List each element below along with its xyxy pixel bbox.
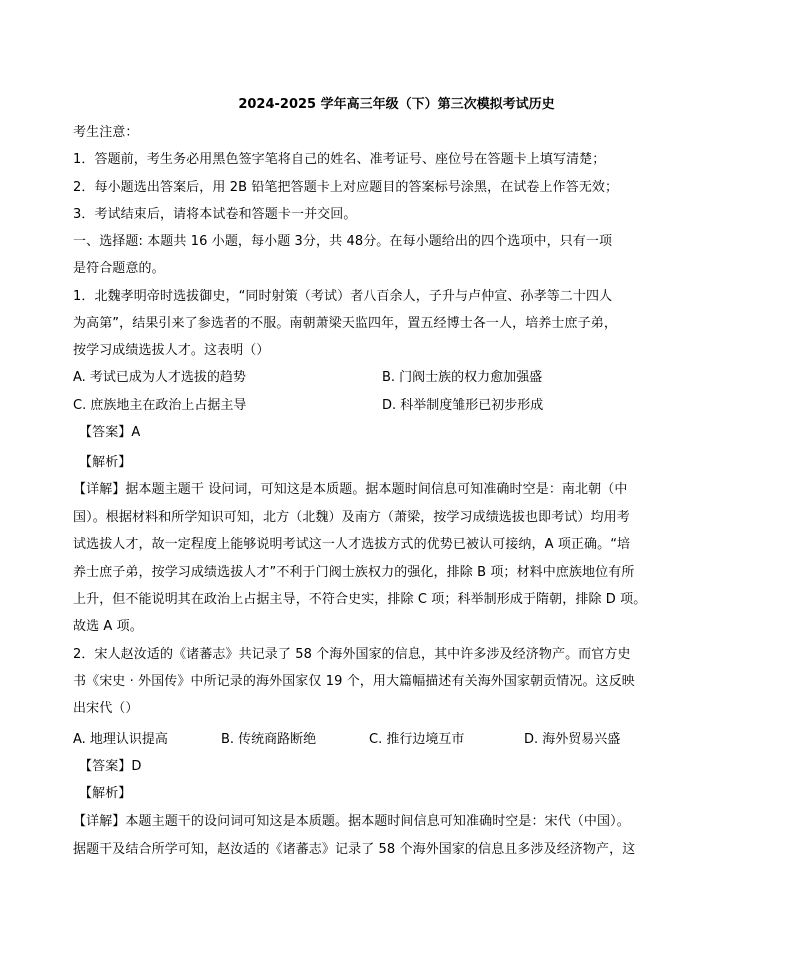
notice-item-1: 1．答题前，考生务必用黑色签字笔将自己的姓名、准考证号、座位号在答题卡上填写清楚； xyxy=(73,152,606,167)
q1-option-c: C. 庶族地主在政治上占据主导 xyxy=(73,398,247,413)
q2-stem-line2: 书《宋史 · 外国传》中所记录的海外国家仅 19 个，用大篇幅描述有关海外国家朝贡情况。这反映 xyxy=(73,674,635,689)
q1-option-b: B. 门阀士族的权力愈加强盛 xyxy=(382,370,543,385)
q2-stem-line1: 2．宋人赵汝适的《诸蕃志》共记录了 58 个海外国家的信息，其中许多涉及经济物产。而官方史 xyxy=(73,647,631,662)
q1-stem-line1: 1．北魏孝明帝时选拔御史，“同时射策（考试）者八百余人，子升与卢仲宣、孙孝等二十四人 xyxy=(73,289,613,304)
q1-answer: 【答案】A xyxy=(79,425,141,440)
q1-detail-line1: 【详解】据本题主题干 设问词，可知这是本质题。据本题时间信息可知准确时空是：南北朝（中 xyxy=(73,482,628,497)
q2-detail-line2: 据题干及结合所学可知，赵汝适的《诸蕃志》记录了 58 个海外国家的信息且多涉及经济物产，这 xyxy=(73,842,636,857)
q1-detail-line4: 养士庶子弟，按学习成绩选拔人才”不利于门阀士族权力的强化，排除 B 项；材料中庶族地位有所 xyxy=(73,565,635,580)
q1-analysis-label: 【解析】 xyxy=(79,455,132,470)
q1-detail-line6: 故选 A 项。 xyxy=(73,619,143,634)
q2-answer: 【答案】D xyxy=(79,759,142,774)
q1-stem-line2: 为高第”，结果引来了参选者的不服。南朝萧梁天监四年，置五经博士各一人，培养士庶子弟， xyxy=(73,316,617,331)
q2-option-d: D. 海外贸易兴盛 xyxy=(524,732,621,747)
q1-option-a: A. 考试已成为人才选拔的趋势 xyxy=(73,370,246,385)
section1-intro-line1: 一、选择题: 本题共 16 小题，每小题 3分，共 48分。在每小题给出的四个选项中，只有一项 xyxy=(73,234,613,249)
q2-option-b: B. 传统商路断绝 xyxy=(221,732,317,747)
q2-option-a: A. 地理认识提高 xyxy=(73,732,168,747)
q1-detail-line3: 试选拔人才，故一定程度上能够说明考试这一人才选拔方式的优势已被认可接纳，A 项正确。“培 xyxy=(73,537,631,552)
q2-detail-line1: 【详解】本题主题干的设问词可知这是本质题。据本题时间信息可知准确时空是：宋代（中国）。 xyxy=(73,814,630,829)
q2-option-c: C. 推行边境互市 xyxy=(369,732,465,747)
notice-heading: 考生注意： xyxy=(73,125,139,140)
q1-detail-line5: 上升，但不能说明其在政治上占据主导，不符合史实，排除 C 项；科举制形成于隋朝，排除 D 项。 xyxy=(73,592,647,607)
section1-intro-line2: 是符合题意的。 xyxy=(73,261,165,276)
q1-option-d: D. 科举制度雏形已初步形成 xyxy=(382,398,544,413)
notice-item-3: 3．考试结束后，请将本试卷和答题卡一并交回。 xyxy=(73,207,357,222)
q1-stem-line3: 按学习成绩选拔人才。这表明（） xyxy=(73,343,270,358)
q2-stem-line3: 出宋代（） xyxy=(73,701,139,716)
notice-item-2: 2．每小题选出答案后，用 2B 铅笔把答题卡上对应题目的答案标号涂黑，在试卷上作答无效； xyxy=(73,180,619,195)
q1-detail-line2: 国）。根据材料和所学知识可知，北方（北魏）及南方（萧梁，按学习成绩选拔也即考试）均用考 xyxy=(73,510,630,525)
q2-analysis-label: 【解析】 xyxy=(79,786,132,801)
document-title: 2024-2025 学年高三年级（下）第三次模拟考试历史 xyxy=(238,97,555,112)
